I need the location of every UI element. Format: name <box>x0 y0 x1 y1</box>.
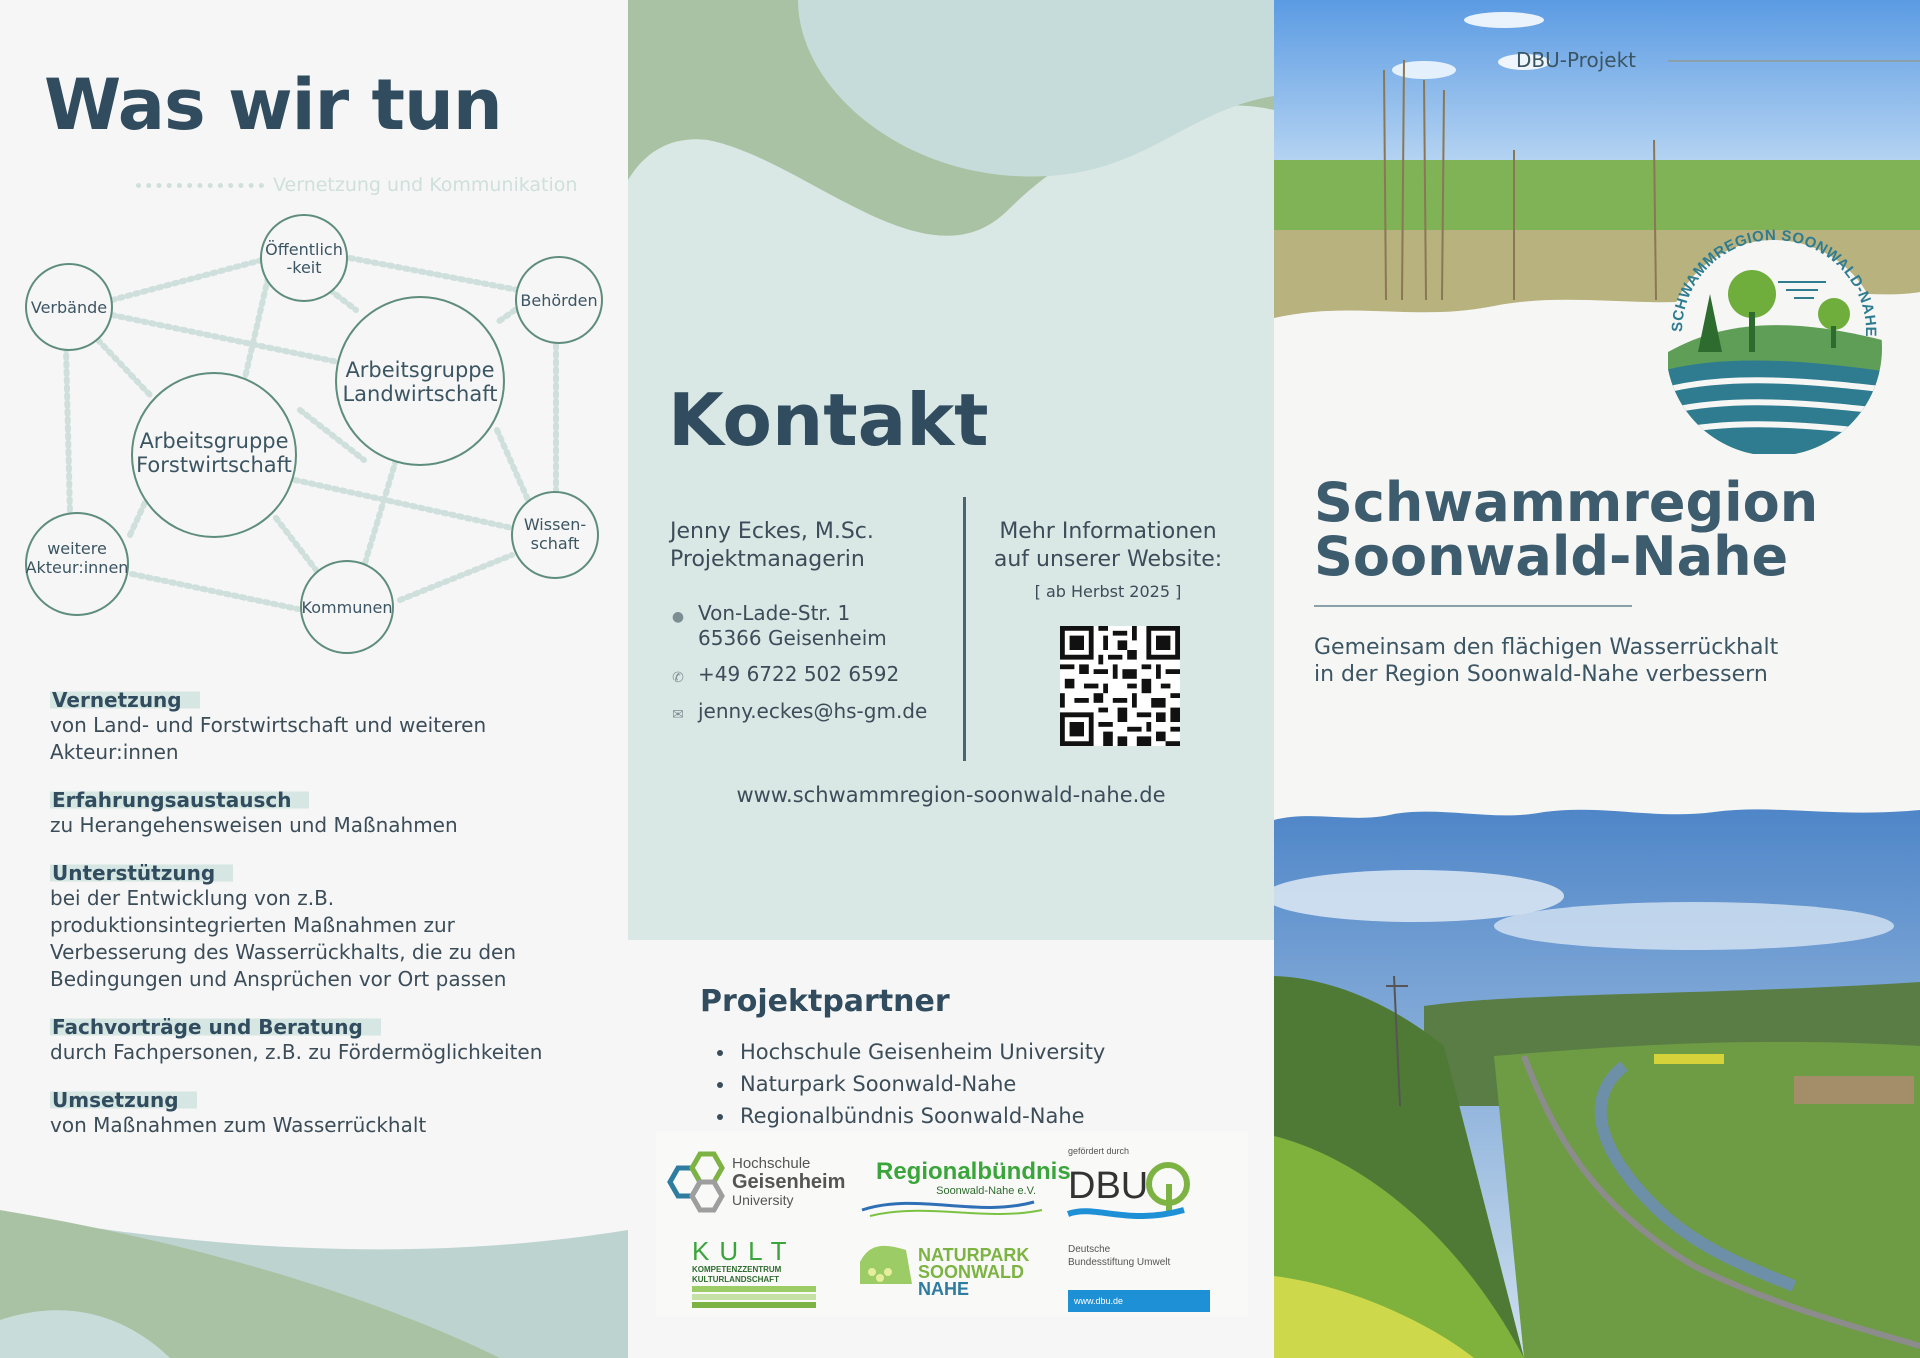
logo-text: DBU <box>1068 1165 1149 1207</box>
activity-list <box>50 688 610 1161</box>
activity-title: Unterstützung <box>50 861 233 885</box>
activity-text: zu Herangehensweisen und Maßnahmen <box>50 813 458 837</box>
logo-text: Bundesstiftung Umwelt <box>1068 1257 1171 1268</box>
logo-text: NAHE <box>918 1279 970 1299</box>
node-label: Akteur:innen <box>25 558 129 577</box>
subheading: Vernetzung und Kommunikation <box>273 174 578 196</box>
contact-role: Projektmanagerin <box>670 547 865 572</box>
valley-photo <box>1274 806 1920 1358</box>
title-line-2: Soonwald-Nahe <box>1314 525 1789 588</box>
email[interactable] <box>670 699 927 724</box>
mail-icon: ✉ <box>672 707 684 723</box>
logo-text: gefördert durch <box>1068 1146 1130 1156</box>
brochure-title <box>1314 471 1819 588</box>
contact-heading: Kontakt <box>668 378 989 462</box>
email-address[interactable]: jenny.eckes@hs-gm.de <box>698 699 928 723</box>
activity-item <box>50 1088 610 1139</box>
list-item: • Naturpark Soonwald-Nahe <box>736 1068 1105 1100</box>
logo-text: KOMPETENZZENTRUM <box>692 1265 782 1274</box>
inside-panel-kontakt <box>628 0 1274 1358</box>
more-info-line-2: auf unserer Website: <box>993 547 1223 572</box>
contact-name: Jenny Eckes, M.Sc. <box>670 519 874 544</box>
partner-logos <box>656 1132 1248 1316</box>
activity-title: Erfahrungsaustausch <box>50 788 309 812</box>
dbu-logo <box>1068 1146 1210 1312</box>
location-pin-icon: ● <box>671 609 685 625</box>
node-label: Arbeitsgruppe <box>139 429 289 453</box>
node-label: Forstwirtschaft <box>136 453 292 477</box>
activity-title: Umsetzung <box>50 1088 197 1112</box>
node-label: Arbeitsgruppe <box>345 358 495 382</box>
tagline-line-2: in der Region Soonwald-Nahe verbessern <box>1314 662 1768 687</box>
cover-panel <box>1274 0 1920 1358</box>
hochschule-geisenheim-logo <box>670 1154 845 1210</box>
more-info <box>993 518 1223 574</box>
logo-text: KULTURLANDSCHAFT <box>692 1275 779 1284</box>
address-street: Von-Lade-Str. 1 <box>698 601 851 625</box>
project-tag: DBU-Projekt <box>1516 48 1636 72</box>
node-label: Öffentlich <box>265 240 343 259</box>
partners-heading: Projektpartner <box>700 984 950 1019</box>
activity-text: bei der Entwicklung von z.B. produktionsintegrierten Maßnahmen zur Verbesserung des Wasserrückhalts, die zu den Bedingungen und Ansprüchen vor Ort passen <box>50 886 517 991</box>
address <box>670 601 887 651</box>
regionalbuendnis-logo <box>862 1158 1071 1216</box>
node-label: schaft <box>530 534 580 553</box>
decorative-waves <box>0 1180 628 1358</box>
activity-title: Vernetzung <box>50 688 200 712</box>
website-link[interactable]: www.schwammregion-soonwald-nahe.de <box>736 783 1166 807</box>
contact-person <box>670 518 874 574</box>
node-label: Behörden <box>520 291 598 310</box>
naturpark-logo <box>860 1245 1029 1299</box>
title-rule <box>1314 605 1632 607</box>
logo-arc-text: SCHWAMMREGION SOONWALD-NAHE <box>1668 226 1880 338</box>
activity-item <box>50 688 610 766</box>
node-label: -keit <box>286 258 322 277</box>
logo-text: Deutsche <box>1068 1244 1111 1255</box>
node-label: Wissen- <box>523 515 587 534</box>
phone-number[interactable]: +49 6722 502 6592 <box>698 662 900 686</box>
kult-logo <box>692 1236 816 1308</box>
list-item: • Regionalbündnis Soonwald-Nahe <box>736 1100 1105 1132</box>
node-label: Landwirtschaft <box>342 382 498 406</box>
more-info-line-1: Mehr Informationen <box>999 519 1217 544</box>
logo-text: www.dbu.de <box>1074 1296 1124 1306</box>
tag-rule <box>1668 60 1920 62</box>
vertical-divider <box>963 497 966 761</box>
logo-text: Hochschule <box>732 1155 811 1172</box>
activity-text: von Maßnahmen zum Wasserrückhalt <box>50 1113 427 1137</box>
logo-text: Geisenheim <box>732 1171 846 1193</box>
activity-item <box>50 861 610 993</box>
tagline-line-1: Gemeinsam den flächigen Wasserrückhalt <box>1314 635 1779 660</box>
logo-text: SOONWALD <box>918 1262 1024 1282</box>
network-diagram <box>0 200 628 670</box>
logo-text: Soonwald-Nahe e.V. <box>936 1185 1036 1197</box>
activity-text: durch Fachpersonen, z.B. zu Fördermöglichkeiten <box>50 1040 543 1064</box>
inside-panel-was-wir-tun <box>0 0 628 1358</box>
page-heading: Was wir tun <box>44 64 502 146</box>
dotted-rule <box>136 183 264 188</box>
phone-icon: ✆ <box>672 670 684 686</box>
tagline <box>1314 634 1778 688</box>
activity-item <box>50 1015 610 1066</box>
logo-text: University <box>732 1192 794 1208</box>
phone[interactable] <box>670 662 899 687</box>
node-label: weitere <box>47 539 107 558</box>
logo-text: KULT <box>692 1236 797 1266</box>
activity-title: Fachvorträge und Beratung <box>50 1015 381 1039</box>
logo-text: Regionalbündnis <box>876 1158 1071 1185</box>
activity-text: von Land- und Forstwirtschaft und weiteren Akteur:innen <box>50 713 487 764</box>
activity-item <box>50 788 610 839</box>
schwammregion-logo <box>1658 222 1890 454</box>
partners-list <box>708 1036 1105 1132</box>
address-city: 65366 Geisenheim <box>698 626 887 650</box>
logo-text: NATURPARK <box>918 1245 1030 1265</box>
node-label: Kommunen <box>301 598 393 617</box>
qr-code-icon[interactable] <box>1060 626 1180 746</box>
list-item: • Hochschule Geisenheim University <box>736 1036 1105 1068</box>
title-line-1: Schwammregion <box>1314 471 1819 534</box>
availability-note: [ ab Herbst 2025 ] <box>1034 582 1182 601</box>
node-label: Verbände <box>30 298 108 317</box>
